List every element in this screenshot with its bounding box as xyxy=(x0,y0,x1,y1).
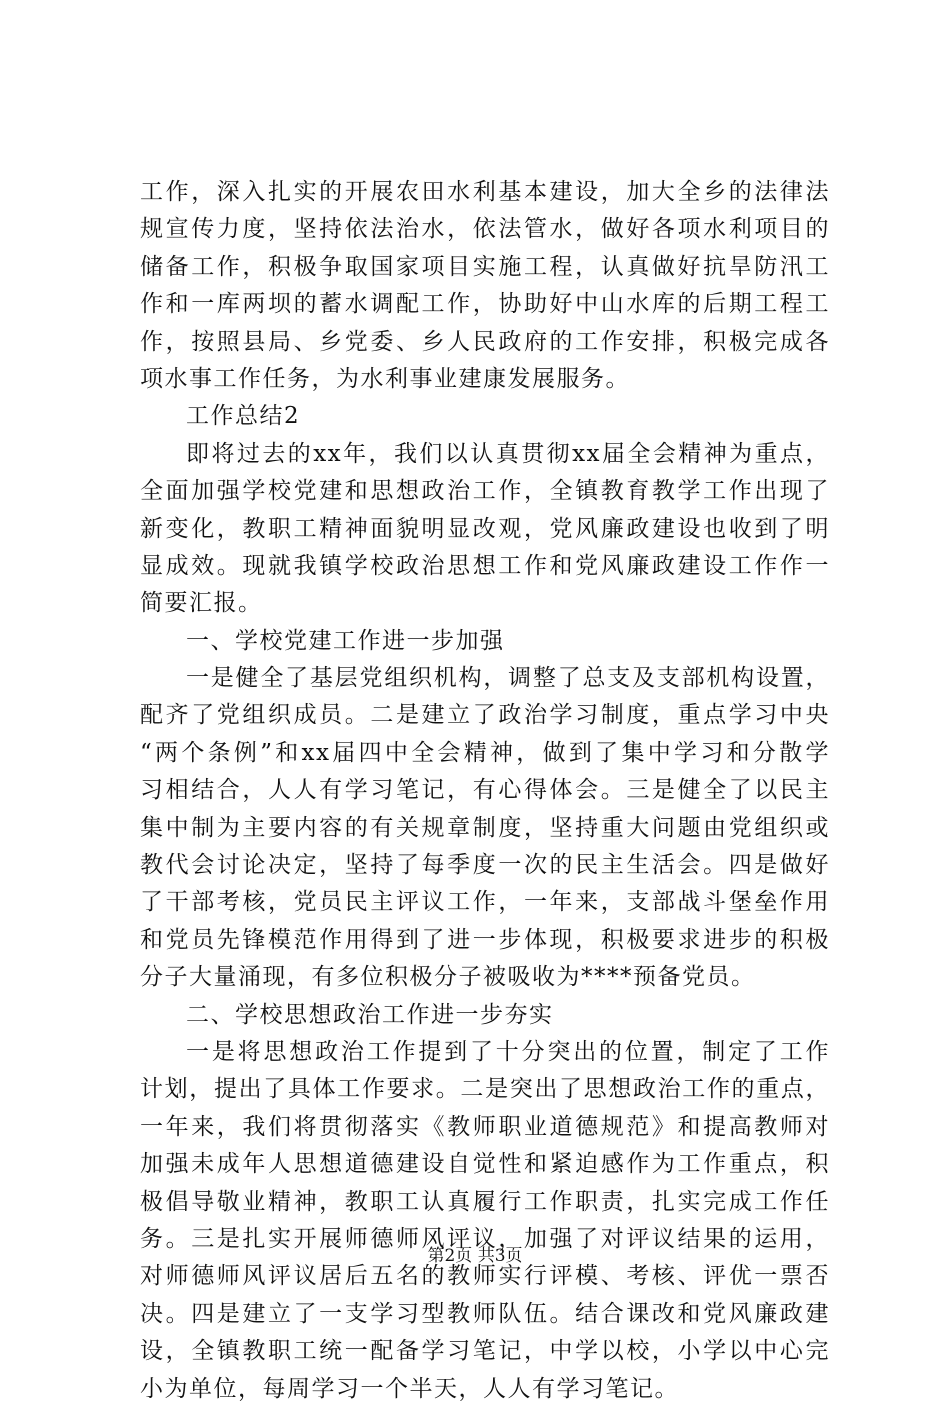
text-line: 配齐了党组织成员。二是建立了政治学习制度，重点学习中央 xyxy=(140,702,830,729)
text-line: 极倡导敬业精神，教职工认真履行工作职责，扎实完成工作任 xyxy=(140,1188,830,1215)
text-line: 显成效。现就我镇学校政治思想工作和党风廉政建设工作作一 xyxy=(140,552,830,579)
text-line: 工作，深入扎实的开展农田水利基本建设，加大全乡的法律法 xyxy=(140,179,830,205)
text-line: 和党员先锋模范作用得到了进一步体现，积极要求进步的积极 xyxy=(140,926,830,953)
text-line: 简要汇报。 xyxy=(140,590,263,617)
text-line: 计划，提出了具体工作要求。二是突出了思想政治工作的重点， xyxy=(140,1076,830,1103)
text-line: 新变化，教职工精神面貌明显改观，党风廉政建设也收到了明 xyxy=(140,515,830,542)
text-line: 小为单位，每周学习一个半天，人人有学习笔记。 xyxy=(140,1375,679,1402)
text-line: 设，全镇教职工统一配备学习笔记，中学以校，小学以中心完 xyxy=(140,1338,830,1365)
text-line: “两个条例”和xx届四中全会精神，做到了集中学习和分散学 xyxy=(140,739,830,766)
text-line: 规宣传力度，坚持依法治水，依法管水，做好各项水利项目的 xyxy=(140,216,830,243)
text-line: 对师德师风评议居后五名的教师实行评模、考核、评优一票否 xyxy=(140,1263,830,1290)
text-line: 务。三是扎实开展师德师风评议，加强了对评议结果的运用， xyxy=(140,1225,830,1252)
text-line: 工作总结2 xyxy=(186,403,301,430)
text-line: 一是将思想政治工作提到了十分突出的位置，制定了工作 xyxy=(186,1038,830,1065)
text-line: 分子大量涌现，有多位积极分子被吸收为****预备党员。 xyxy=(140,964,756,991)
text-line: 作和一库两坝的蓄水调配工作，协助好中山水库的后期工程工 xyxy=(140,291,830,318)
text-line: 教代会讨论决定，坚持了每季度一次的民主生活会。四是做好 xyxy=(140,852,830,879)
page-footer: 第2页 共3页 xyxy=(427,1246,523,1266)
text-line: 加强未成年人思想道德建设自觉性和紧迫感作为工作重点，积 xyxy=(140,1151,830,1178)
text-line: 二、学校思想政治工作进一步夯实 xyxy=(186,1001,554,1028)
text-line: 全面加强学校党建和思想政治工作，全镇教育教学工作出现了 xyxy=(140,478,830,505)
text-line: 项水事工作任务，为水利事业建康发展服务。 xyxy=(140,365,630,392)
text-line: 一、学校党建工作进一步加强 xyxy=(186,627,505,654)
text-line: 决。四是建立了一支学习型教师队伍。结合课改和党风廉政建 xyxy=(140,1300,830,1327)
text-line: 一是健全了基层党组织机构，调整了总支及支部机构设置， xyxy=(186,665,830,692)
text-line: 习相结合，人人有学习笔记，有心得体会。三是健全了以民主 xyxy=(140,777,830,804)
text-line: 集中制为主要内容的有关规章制度，坚持重大问题由党组织或 xyxy=(140,814,830,841)
text-line: 即将过去的xx年，我们以认真贯彻xx届全会精神为重点， xyxy=(186,440,830,467)
text-line: 一年来，我们将贯彻落实《教师职业道德规范》和提高教师对 xyxy=(140,1113,830,1140)
text-line: 储备工作，积极争取国家项目实施工程，认真做好抗旱防汛工 xyxy=(140,253,830,280)
document-body xyxy=(140,174,830,1408)
text-line: 作，按照县局、乡党委、乡人民政府的工作安排，积极完成各 xyxy=(140,328,830,355)
text-line: 了干部考核，党员民主评议工作，一年来，支部战斗堡垒作用 xyxy=(140,889,830,916)
